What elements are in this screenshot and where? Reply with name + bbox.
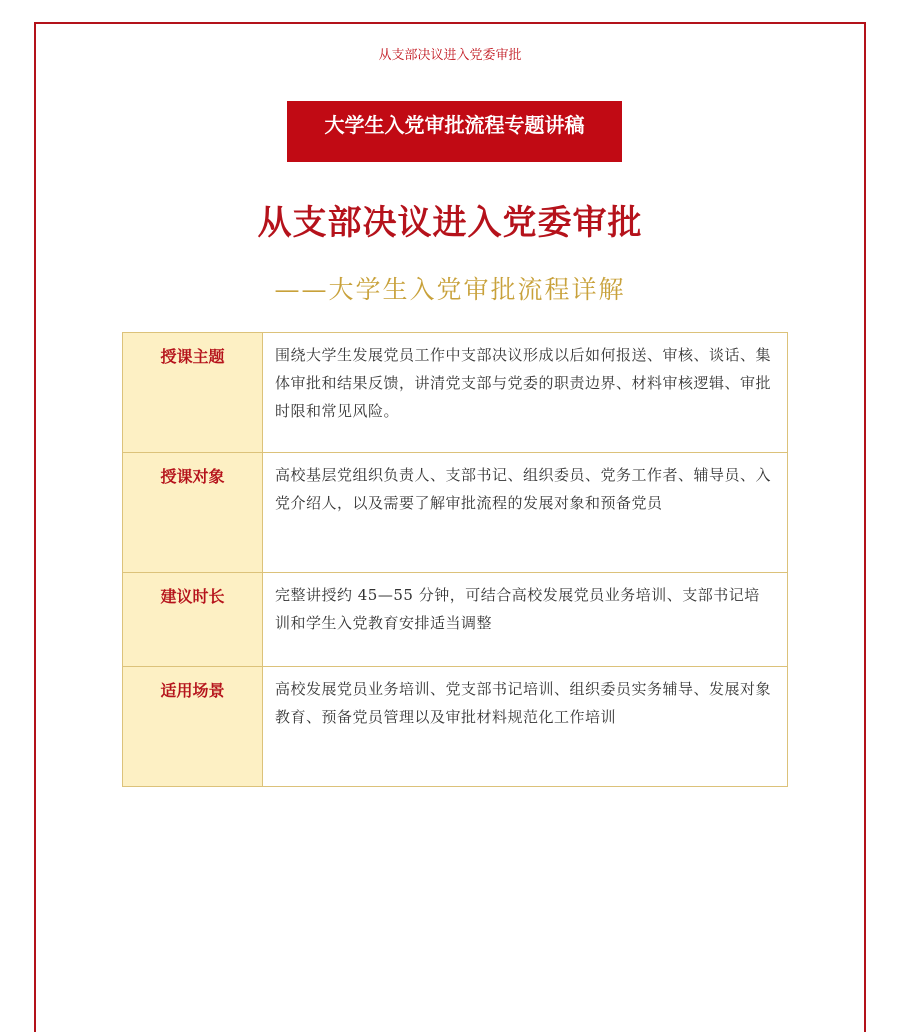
row-content-scenario: 高校发展党员业务培训、党支部书记培训、组织委员实务辅导、发展对象教育、预备党员管理以及审批材料规范化工作培训: [263, 667, 788, 787]
table-row: [123, 333, 788, 453]
table-row: [123, 667, 788, 787]
row-label-audience: 授课对象: [123, 453, 263, 573]
course-info-table: [122, 332, 788, 787]
row-content-topic: 围绕大学生发展党员工作中支部决议形成以后如何报送、审核、谈话、集体审批和结果反馈，讲清党支部与党委的职责边界、材料审核逻辑、审批时限和常见风险。: [263, 333, 788, 453]
table-row: [123, 453, 788, 573]
row-label-scenario: 适用场景: [123, 667, 263, 787]
row-label-duration: 建议时长: [123, 573, 263, 667]
subtitle: ——大学生入党审批流程详解: [274, 275, 626, 304]
main-title: 从支部决议进入党委审批: [257, 203, 643, 243]
topic-banner: 大学生入党审批流程专题讲稿: [287, 101, 622, 162]
table-row: [123, 573, 788, 667]
running-header: 从支部决议进入党委审批: [378, 48, 522, 63]
row-label-topic: 授课主题: [123, 333, 263, 453]
row-content-audience: 高校基层党组织负责人、支部书记、组织委员、党务工作者、辅导员、入党介绍人，以及需要了解审批流程的发展对象和预备党员: [263, 453, 788, 573]
row-content-duration: 完整讲授约 45—55 分钟，可结合高校发展党员业务培训、支部书记培训和学生入党教育安排适当调整: [263, 573, 788, 667]
